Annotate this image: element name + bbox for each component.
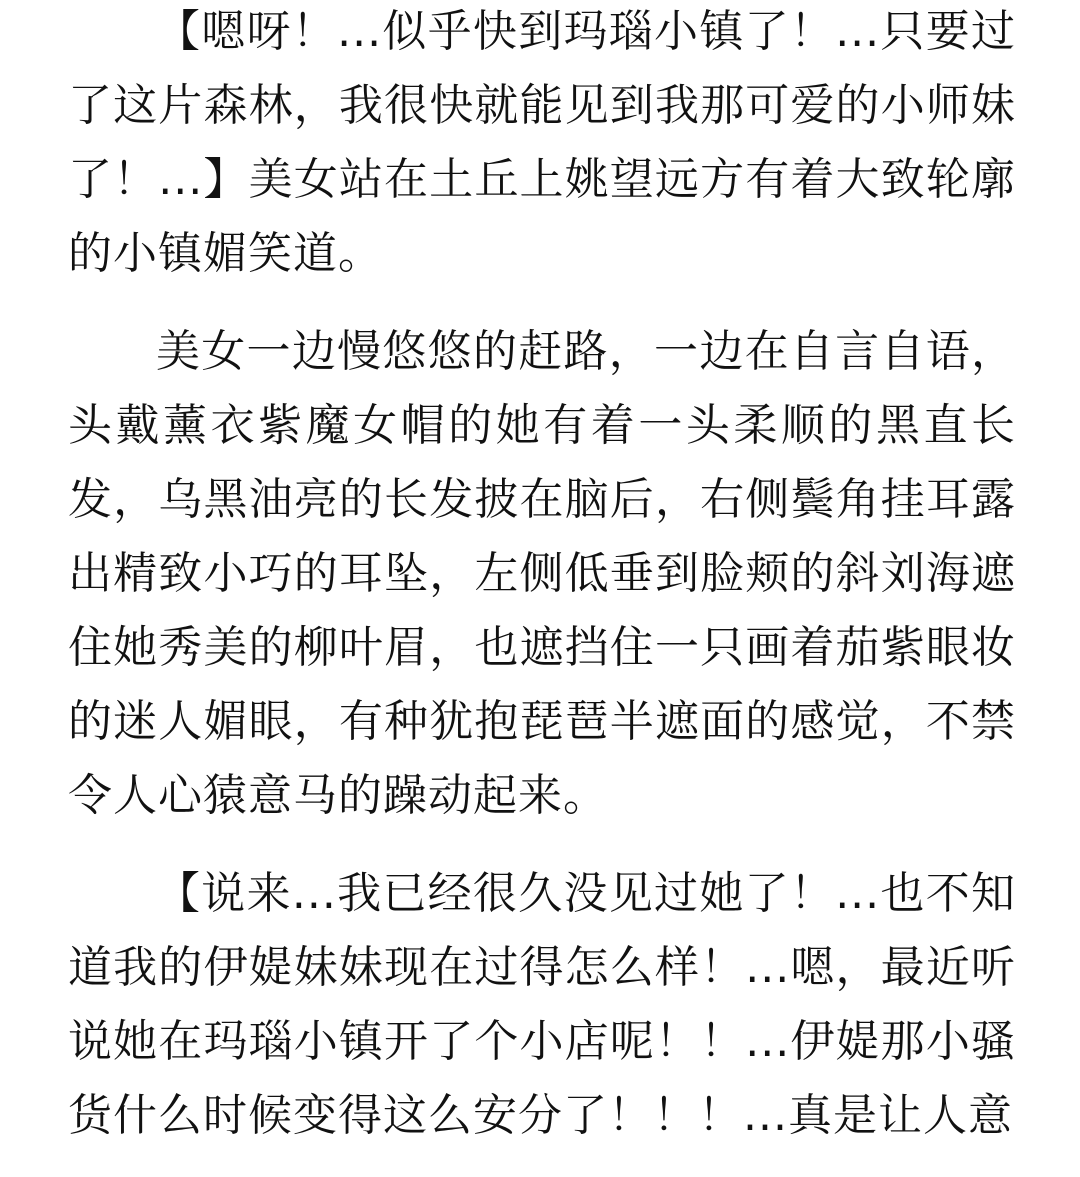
paragraph-3: 【说来...我已经很久没见过她了！...也不知道我的伊媞妹妹现在过得怎么样！...嗯，最近听说她在玛瑙小镇开了个小店呢！！...伊媞那小骚货什么时候变得这么安分了！！！...真是让人意 <box>68 868 1016 1141</box>
paragraph-2: 美女一边慢悠悠的赶路，一边在自言自语，头戴薰衣紫魔女帽的她有着一头柔顺的黑直长发，乌黑油亮的长发披在脑后，右侧鬓角挂耳露出精致小巧的耳坠，左侧低垂到脸颊的斜刘海遮住她秀美的柳叶眉，也遮挡住一只画着茄紫眼妆的迷人媚眼，有种犹抱琵琶半遮面的感觉，不禁令人心猿意马的躁动起来。 <box>68 326 1016 821</box>
article-body <box>68 0 1016 1177</box>
paragraph-1: 【嗯呀！...似乎快到玛瑙小镇了！...只要过了这片森林，我很快就能见到我那可爱的小师妹了！...】美女站在土丘上姚望远方有着大致轮廓的小镇媚笑道。 <box>68 6 1016 279</box>
